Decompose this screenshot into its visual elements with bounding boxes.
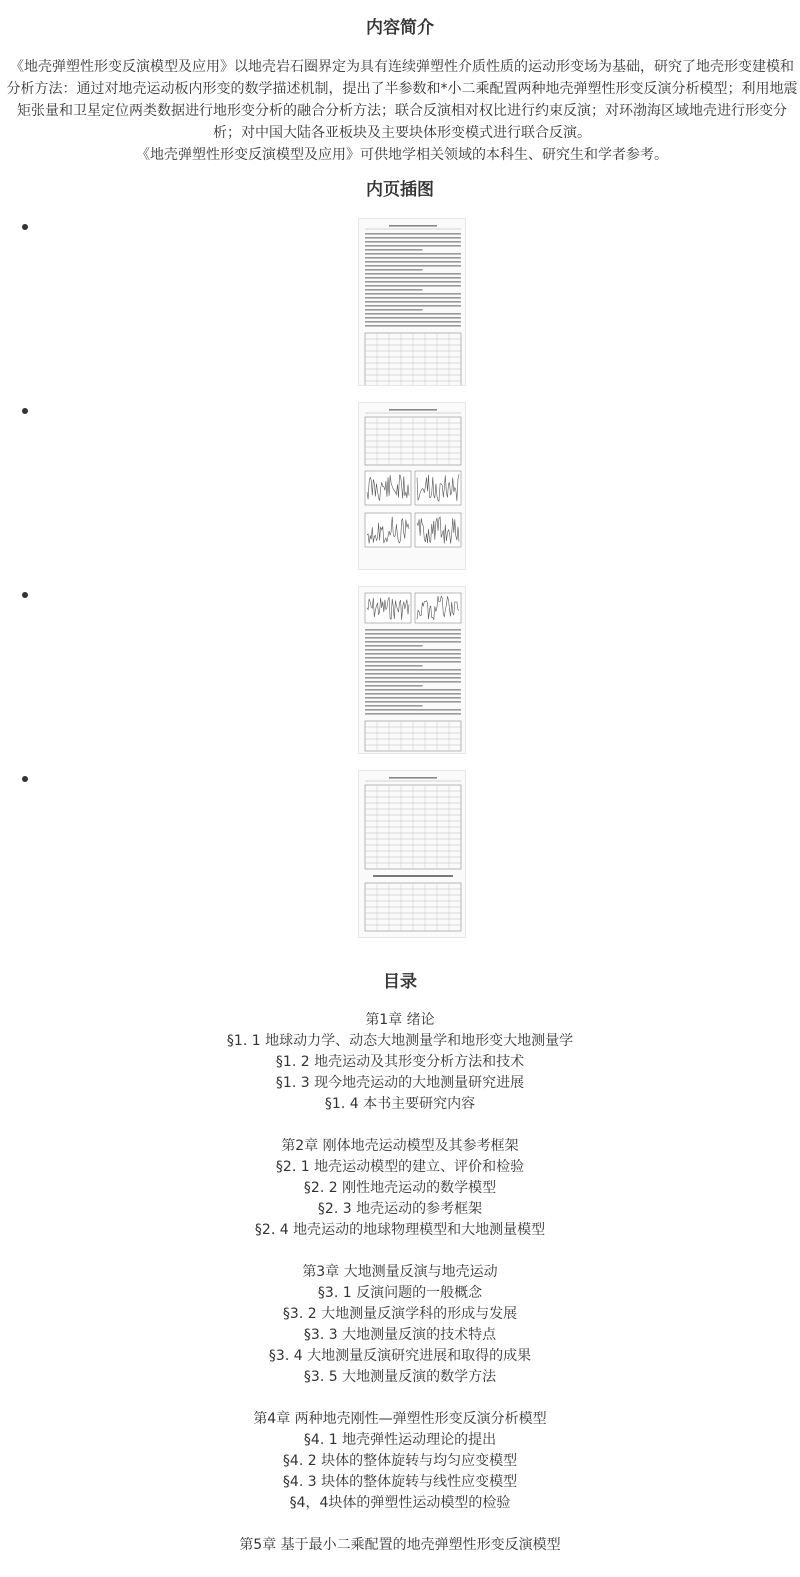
page-scan-drawing [359,403,466,570]
toc-section[interactable]: §3. 4 大地测量反演研究进展和取得的成果 [268,1348,532,1364]
toc-section[interactable]: §1. 3 现今地壳运动的大地测量研究进展 [275,1075,525,1091]
toc-title: 目录 [383,972,417,992]
page-scan-drawing [359,587,466,754]
toc-section[interactable]: §3. 3 大地测量反演的技术特点 [303,1327,497,1343]
figure-item [0,578,800,762]
toc-section[interactable]: §2. 4 地壳运动的地球物理模型和大地测量模型 [254,1222,546,1238]
figures-title: 内页插图 [366,180,434,200]
toc-chapter-title[interactable]: 第4章 两种地壳刚性—弹塑性形变反演分析模型 [253,1411,547,1427]
toc-section[interactable]: §2. 3 地壳运动的参考框架 [317,1201,483,1217]
page-thumbnail-image[interactable] [358,770,466,938]
toc-section[interactable]: §1. 2 地壳运动及其形变分析方法和技术 [275,1054,525,1070]
toc-chapter [0,1409,800,1514]
figure-list [0,210,800,946]
toc-section[interactable]: §4，4块体的弹塑性运动模型的检验 [289,1495,511,1511]
page-scan-drawing [359,219,466,386]
intro-paragraph-2: 《地壳弹塑性形变反演模型及应用》可供地学相关领域的本科生、研究生和学者参考。 [136,147,668,163]
intro-paragraph-1: 《地壳弹塑性形变反演模型及应用》以地壳岩石圈界定为具有连续弹塑性介质性质的运动形变场为基础，研究了地壳形变建模和分析方法：通过对地壳运动板内形变的数学描述机制，提出了半参数和*小二乘配置两种地壳弹塑性形变反演分析模型；利用地震矩张量和卫星定位两类数据进行地形变分析的融合分析方法；联合反演相对权比进行约束反演；对环渤海区域地壳进行形变分析；对中国大陆各亚板块及主要块体形变模式进行联合反演。 [6,59,798,141]
intro-text [6,56,798,166]
page-scan-drawing [359,771,466,938]
toc-section[interactable]: §4. 1 地壳弹性运动理论的提出 [303,1432,497,1448]
figure-item [0,762,800,946]
toc-chapter [0,1010,800,1115]
bullet-icon [22,224,28,230]
toc-section[interactable]: §3. 2 大地测量反演学科的形成与发展 [282,1306,518,1322]
toc-section[interactable]: §2. 1 地壳运动模型的建立、评价和检验 [275,1159,525,1175]
bullet-icon [22,592,28,598]
toc-section[interactable]: §2. 2 刚性地壳运动的数学模型 [303,1180,497,1196]
page-thumbnail-image[interactable] [358,218,466,386]
page-thumbnail-image[interactable] [358,402,466,570]
toc-chapter-title[interactable]: 第5章 基于最小二乘配置的地壳弹塑性形变反演模型 [239,1537,561,1553]
toc-section[interactable]: §4. 3 块体的整体旋转与线性应变模型 [282,1474,518,1490]
figure-item [0,210,800,394]
table-of-contents [0,1010,800,1577]
toc-section[interactable]: §1. 4 本书主要研究内容 [324,1096,476,1112]
toc-section[interactable]: §1. 1 地球动力学、动态大地测量学和地形变大地测量学 [226,1033,574,1049]
bullet-icon [22,408,28,414]
toc-chapter-title[interactable]: 第1章 绪论 [365,1012,435,1028]
page-thumbnail-image[interactable] [358,586,466,754]
toc-chapter [0,1262,800,1388]
figure-item [0,394,800,578]
intro-title: 内容简介 [366,18,434,38]
toc-chapter-title[interactable]: 第2章 刚体地壳运动模型及其参考框架 [281,1138,519,1154]
toc-chapter [0,1136,800,1241]
toc-section[interactable]: §3. 5 大地测量反演的数学方法 [303,1369,497,1385]
toc-section[interactable]: §4. 2 块体的整体旋转与均匀应变模型 [282,1453,518,1469]
bullet-icon [22,776,28,782]
toc-section[interactable]: §3. 1 反演问题的一般概念 [317,1285,483,1301]
toc-chapter-title[interactable]: 第3章 大地测量反演与地壳运动 [302,1264,498,1280]
